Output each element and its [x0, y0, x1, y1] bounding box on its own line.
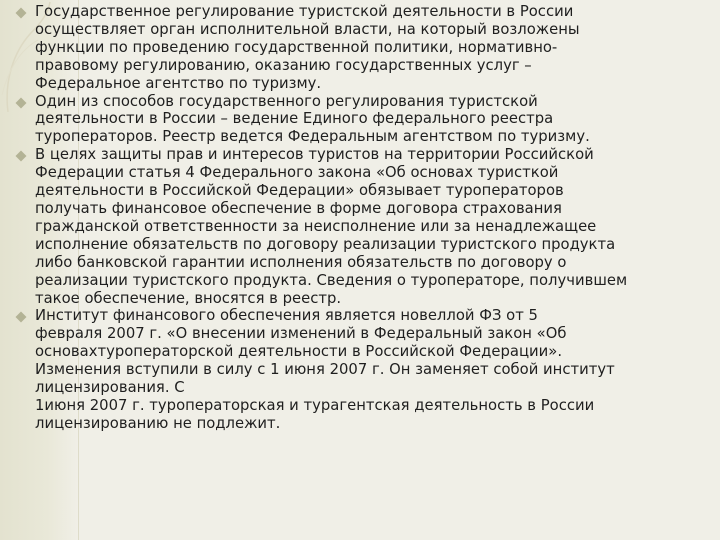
bullet-item [14, 307, 704, 432]
diamond-bullet-icon [15, 97, 27, 109]
bullet-text: Один из способов государственного регулирования туристской деятельности в России – ведение Единого федерального реестра туроператоров. Реестр ведется Федеральным агентством по туризму. [35, 92, 590, 146]
bullet-text: Государственное регулирование туристской деятельности в России осуществляет орган исполнительной власти, на который возложены функции по проведению государственной политики, нормативно- правовому регулированию, оказанию государственных услуг – Федеральное агентство по туризму. [35, 3, 580, 92]
diamond-bullet-icon [15, 150, 27, 162]
bullet-list [14, 3, 704, 433]
bullet-item [14, 146, 704, 307]
bullet-item [14, 93, 704, 147]
bullet-text: В целях защиты прав и интересов туристов на территории Российской Федерации статья 4 Федерального закона «Об основах туристкой деятельности в Российской Федерации» обязывает туроператоров получать финансовое обеспечение в форме договора страхования гражданской ответственности за неисполнение или за ненадлежащее исполнение обязательств по договору реализации туристского продукта либо банковской гарантии исполнения обязательств по договору о реализации туристского продукта. Сведения о туроператоре, получившем такое обеспечение, вносятся в реестр. [35, 146, 628, 307]
bullet-text: Институт финансового обеспечения является новеллой ФЗ от 5 февраля 2007 г. «О внесении изменений в Федеральный закон «Об основахтуроператорской деятельности в Российской Федерации». Изменения вступили в силу с 1 июня 2007 г. Он заменяет собой институт лицензирования. С 1июня 2007 г. туроператорская и турагентская деятельность в России лицензированию не подлежит. [35, 307, 615, 432]
diamond-bullet-icon [15, 7, 27, 19]
bullet-item [14, 3, 704, 93]
diamond-bullet-icon [15, 311, 27, 323]
